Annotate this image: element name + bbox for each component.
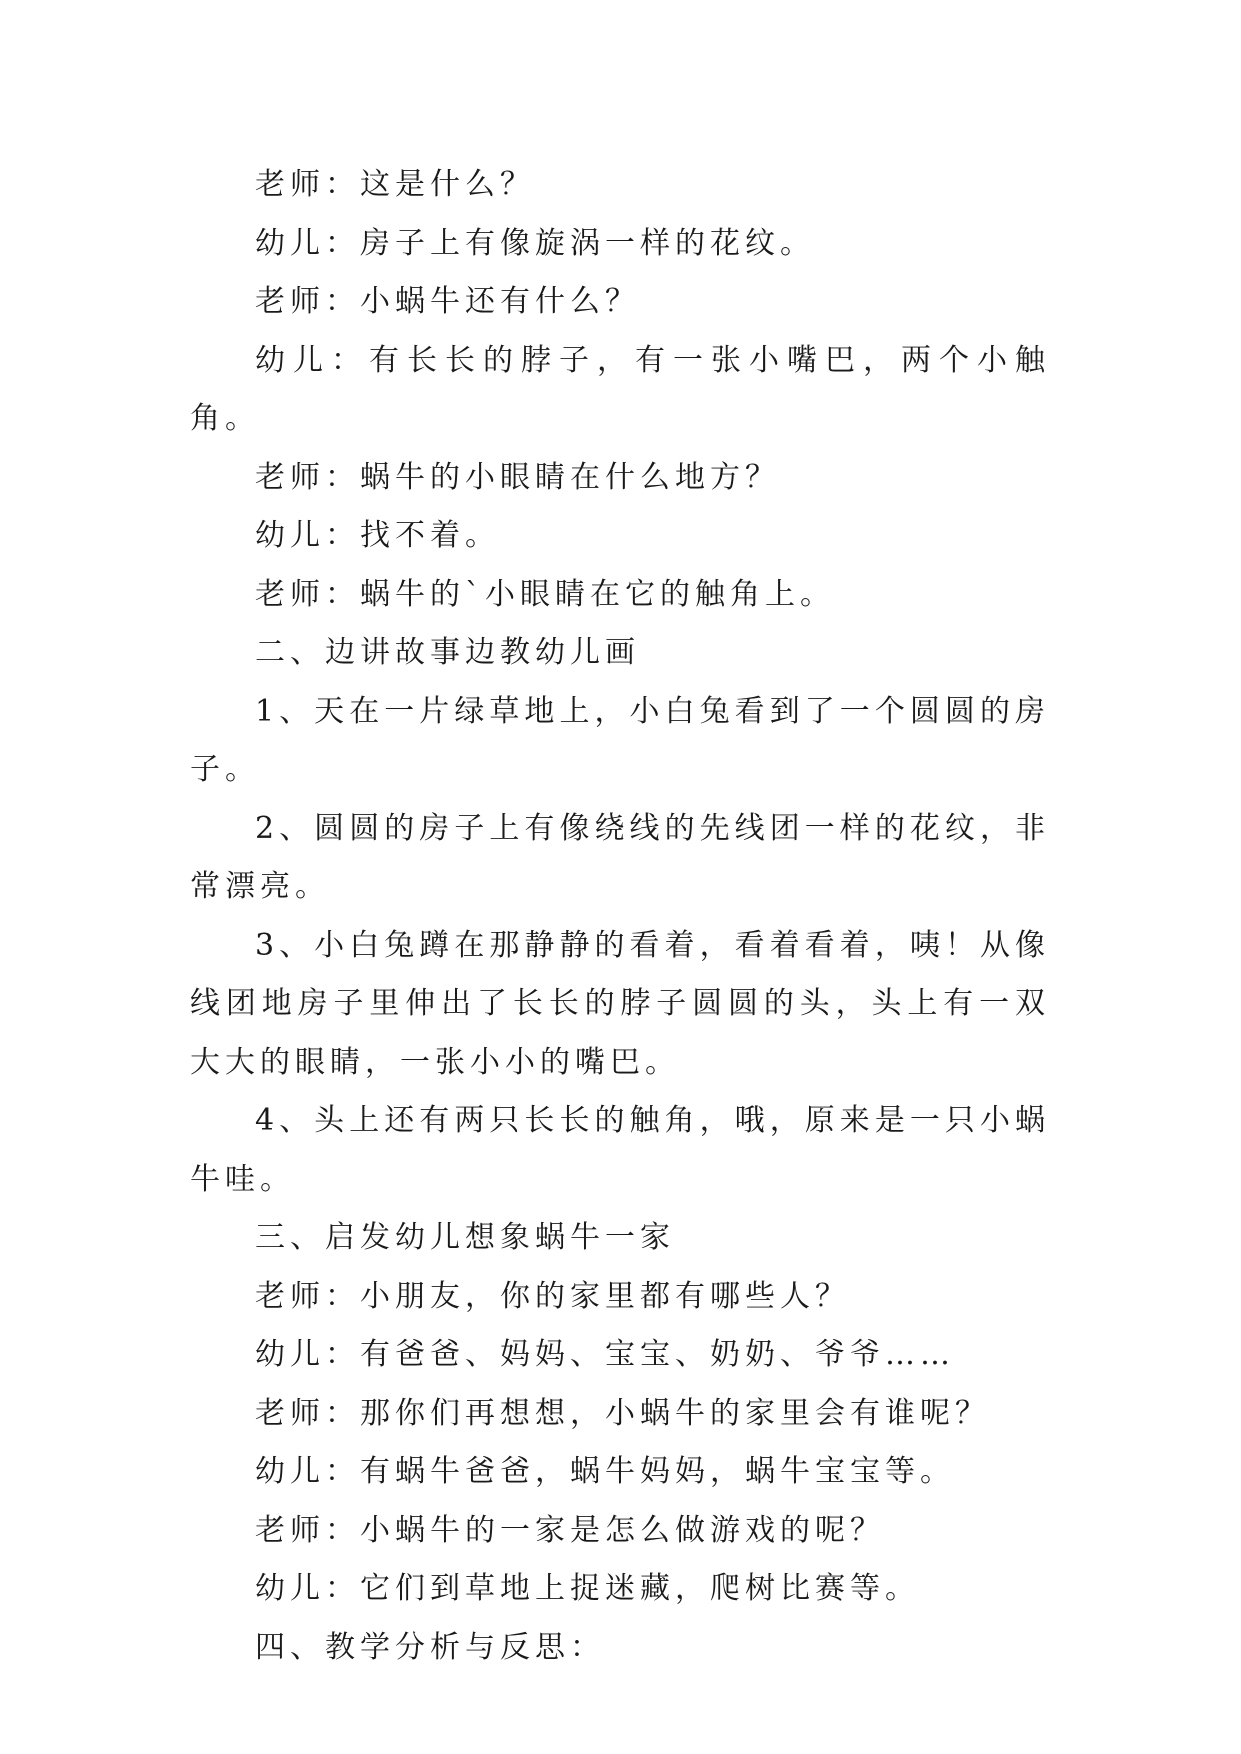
dialogue-child-swirl-pattern: 幼儿：房子上有像旋涡一样的花纹。: [255, 225, 815, 261]
section-heading-four: 四、教学分析与反思：: [255, 1629, 605, 1665]
dialogue-child-snail-games: 幼儿：它们到草地上捉迷藏，爬树比赛等。: [255, 1571, 920, 1606]
dialogue-teacher-what-else: 老师：小蜗牛还有什么？: [255, 284, 640, 319]
story-step-4: 4、头上还有两只长长的触角，哦，原来是一只小蜗牛哇。: [190, 1103, 1050, 1197]
dialogue-child-snail-family: 幼儿：有蜗牛爸爸，蜗牛妈妈，蜗牛宝宝等。: [255, 1454, 955, 1489]
dialogue-teacher-snail-family: 老师：那你们再想想，小蜗牛的家里会有谁呢？: [255, 1395, 990, 1431]
document-body: [190, 156, 1050, 1677]
story-step-3: 3、小白兔蹲在那静静的看着，看着看着，咦！从像线团地房子里伸出了长长的脖子圆圆的头，头上有一双大大的眼睛，一张小小的嘴巴。: [190, 927, 1050, 1080]
dialogue-teacher-eyes-on-tentacles: 老师：蜗牛的`小眼睛在它的触角上。: [255, 576, 835, 612]
dialogue-teacher-family-members: 老师：小朋友，你的家里都有哪些人？: [255, 1278, 850, 1314]
section-heading-three: 三、启发幼儿想象蜗牛一家: [255, 1220, 675, 1255]
dialogue-teacher-where-eyes: 老师：蜗牛的小眼睛在什么地方？: [255, 459, 780, 495]
dialogue-teacher-what-is-this: 老师：这是什么？: [255, 167, 535, 202]
dialogue-child-cannot-find: 幼儿：找不着。: [255, 518, 500, 553]
section-heading-two: 二、边讲故事边教幼儿画: [255, 635, 640, 670]
dialogue-child-family-list: 幼儿：有爸爸、妈妈、宝宝、奶奶、爷爷……: [255, 1337, 955, 1372]
story-step-1: 1、天在一片绿草地上，小白兔看到了一个圆圆的房子。: [190, 693, 1050, 787]
dialogue-child-neck-mouth-tentacles: 幼儿：有长长的脖子，有一张小嘴巴，两个小触角。: [190, 342, 1050, 436]
dialogue-teacher-snail-games: 老师：小蜗牛的一家是怎么做游戏的呢？: [255, 1512, 885, 1548]
story-step-2: 2、圆圆的房子上有像绕线的先线团一样的花纹，非常漂亮。: [190, 810, 1050, 904]
